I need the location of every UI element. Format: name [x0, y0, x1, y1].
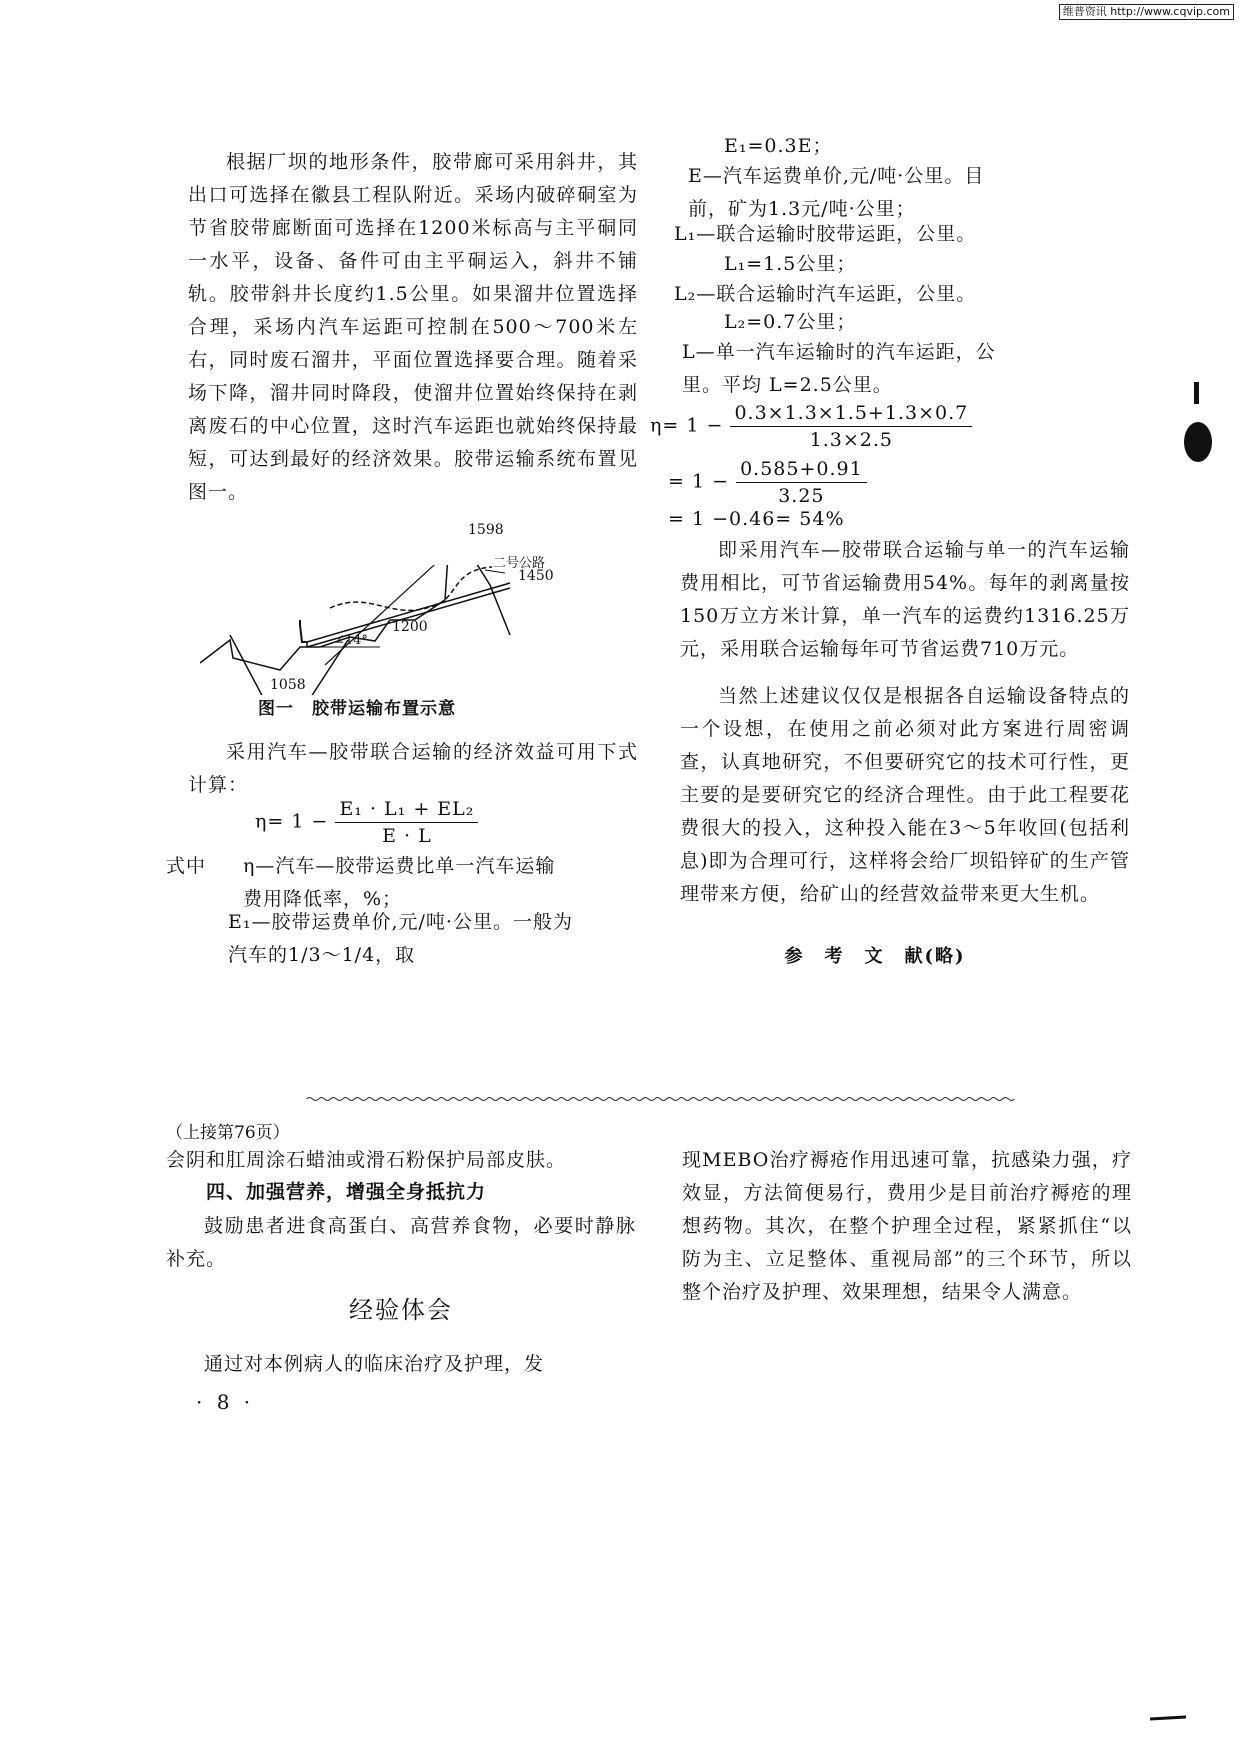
e1-value: E₁=0.3E； [724, 135, 833, 157]
crusher-shaft [300, 620, 307, 642]
pit-slope-line [325, 565, 445, 665]
main-formula-denominator: E · L [382, 825, 432, 847]
road-label: 二号公路 [493, 556, 546, 571]
calc2-fraction [736, 456, 867, 509]
calc1-lhs: η= 1 − [650, 414, 724, 437]
scan-mark [1150, 1714, 1190, 1722]
scan-blot [1178, 380, 1218, 470]
lower-right-para: 现MEBO治疗褥疮作用迅速可靠，抗感染力强，疗效显，方法简便易行，费用少是目前治疗褥疮的理想药物。其次，在整个护理全过程，紧紧抓住“以防为主、立足整体、重视局部”的三个环节，所以整个治疗及护理、效果理想，结果令人满意。 [682, 1149, 1132, 1303]
elev-1598-label: 1598 [468, 522, 504, 538]
var-l2: L₂—联合运输时汽车运距，公里。 [674, 283, 977, 305]
elev-1058-label: 1058 [270, 677, 306, 693]
section-title: 经验体会 [349, 1296, 453, 1324]
left-paragraph-terrain: 根据厂坝的地形条件，胶带廊可采用斜井，其出口可选择在徽县工程队附近。采场内破碎硐室为节省胶带廊断面可选择在1200米标高与主平硐同一水平，设备、备件可由主平硐运入，斜井不铺轨。胶带斜井长度约1.5公里。如果溜井位置选择合理，采场内汽车运距可控制在500～700米左右，同时废石溜井，平面位置选择要合理。随着采场下降，溜井同时降段，使溜井位置始终保持在剥离废石的中心位置，这时汽车运距也就始终保持最短，可达到最好的经济效果。胶带运输系统布置见图一。 [188, 151, 638, 503]
main-formula-lhs: η= 1 − [255, 810, 329, 833]
calc-formula-3: = 1 −0.46= 54% [668, 508, 845, 530]
lower-left-para: 鼓励患者进食高蛋白、高营养食物，必要时静脉补充。 [166, 1215, 636, 1270]
calc2-denominator: 3.25 [778, 485, 825, 507]
references-heading: 参 考 文 献(略) [784, 946, 966, 967]
elev-1450-label: 1450 [518, 568, 554, 584]
formula-intro: 采用汽车—胶带联合运输的经济效益可用下式计算： [188, 741, 638, 796]
mountain-right-slope [448, 565, 510, 635]
calc-formula-1 [650, 400, 972, 453]
figure-caption: 图一 胶带运输布置示意 [258, 699, 456, 719]
lower-left-last: 通过对本例病人的临床治疗及护理，发 [204, 1353, 545, 1375]
calc2-lhs: = 1 − [668, 470, 730, 493]
page-number: · 8 · [196, 1390, 255, 1414]
lower-left-line1: 会阴和肛周涂石蜡油或滑石粉保护局部皮肤。 [166, 1149, 567, 1171]
var-e1: E₁—胶带运费单价,元/吨·公里。一般为汽车的1/3～1/4，取 [228, 911, 573, 966]
var-l1: L₁—联合运输时胶带运距，公里。 [674, 223, 977, 245]
val-l1: L₁=1.5公里； [724, 253, 857, 275]
calc-formula-2 [668, 456, 867, 509]
val-l2: L₂=0.7公里； [724, 311, 857, 333]
right-paragraph-conclusion: 当然上述建议仅仅是根据各自运输设备特点的一个设想，在使用之前必须对此方案进行周密调查，认真地研究，不但要研究它的技术可行性，更主要的是要研究它的经济合理性。由于此工程要花费很大的投入，这种投入能在3～5年收回(包括利息)即为合理可行，这样将会给厂坝铅锌矿的生产管理带来方便，给矿山的经营效益带来更大生机。 [680, 685, 1130, 905]
calc1-fraction [730, 400, 972, 453]
main-formula [255, 796, 478, 849]
calc1-numerator: 0.3×1.3×1.5+1.3×0.7 [730, 400, 972, 427]
watermark: 维普资讯 http://www.cqvip.com [1059, 4, 1234, 20]
surface-dashed-line [330, 567, 492, 610]
angle-label: ∠14° [334, 633, 368, 648]
section-divider [188, 1096, 1136, 1102]
var-l: L—单一汽车运输时的汽车运距，公里。平均 L=2.5公里。 [682, 341, 996, 396]
calc2-numerator: 0.585+0.91 [736, 456, 867, 483]
var-eta: η—汽车—胶带运费比单一汽车运输费用降低率，%； [243, 855, 556, 910]
elev-1200-label: 1200 [392, 619, 428, 635]
lower-left-heading: 四、加强营养，增强全身抵抗力 [206, 1181, 487, 1203]
main-formula-fraction [335, 796, 478, 849]
calc1-denominator: 1.3×2.5 [809, 429, 893, 451]
right-paragraph-saving: 即采用汽车—胶带联合运输与单一的汽车运输费用相比，可节省运输费用54%。每年的剥离量按150万立方米计算，单一汽车的运费约1316.25万元，采用联合运输每年可节省运费710万元。 [680, 539, 1130, 660]
main-formula-numerator: E₁ · L₁ + EL₂ [335, 796, 478, 823]
continued-note: （上接第76页） [166, 1123, 290, 1143]
where-label: 式中 [166, 855, 207, 877]
var-e: E—汽车运费单价,元/吨·公里。目前，矿为1.3元/吨·公里； [688, 165, 985, 220]
